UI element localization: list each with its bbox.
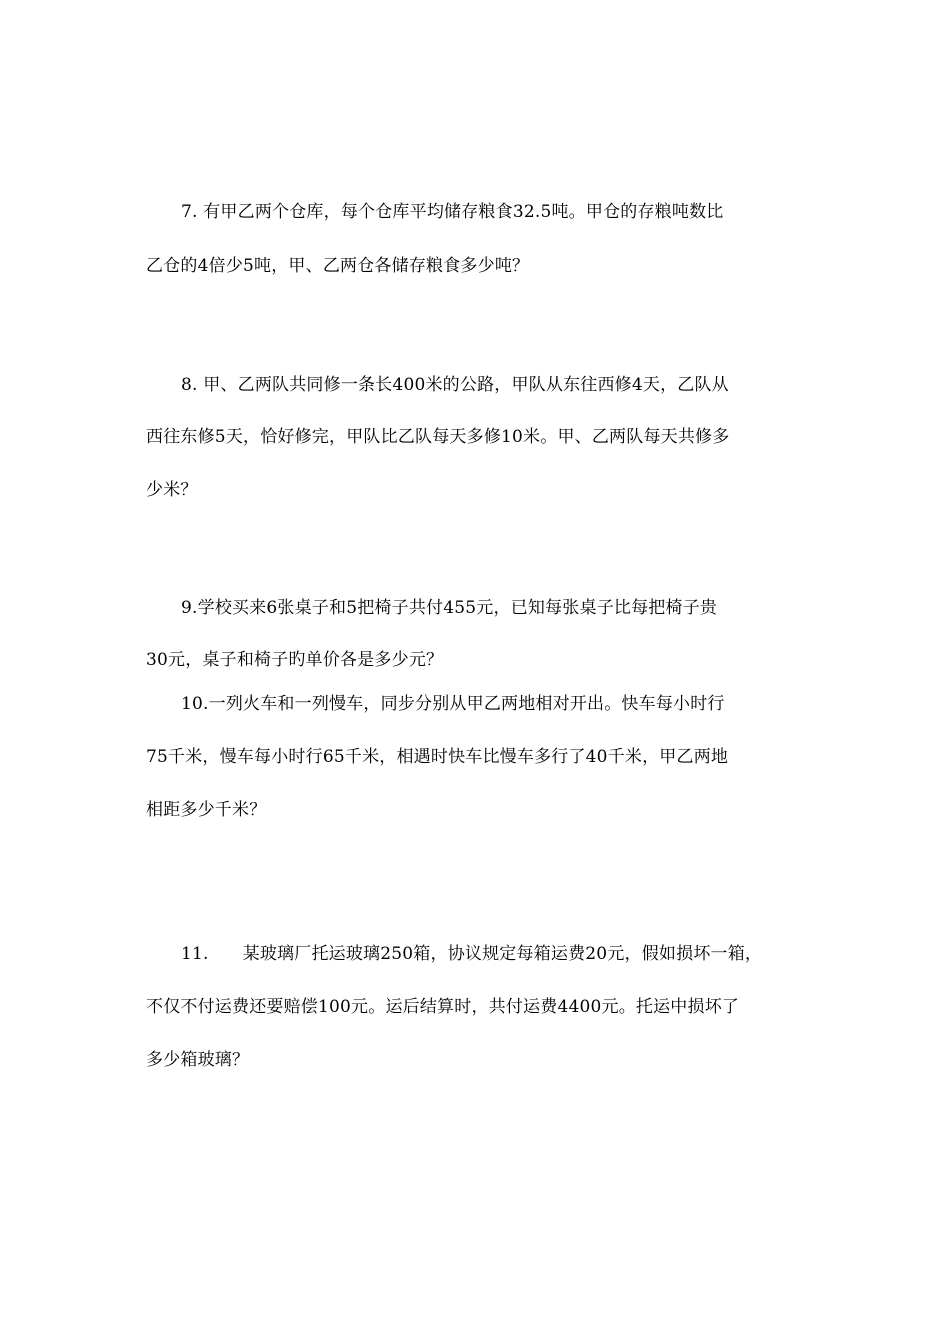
problem-11-text: 某玻璃厂托运玻璃250箱，协议规定每箱运费20元，假如损坏一箱， (242, 944, 763, 964)
problem-9-line-2: 30元，桌子和椅子旳单价各是多少元？ (146, 650, 444, 670)
problem-7-line-2: 乙仓的4倍少5吨，甲、乙两仓各储存粮食多少吨？ (146, 256, 530, 276)
problem-10-line-1: 10.一列火车和一列慢车，同步分别从甲乙两地相对开出。快车每小时行 (181, 694, 725, 714)
problem-10-line-3: 相距多少千米？ (146, 800, 267, 820)
problem-11-line-3: 多少箱玻璃？ (146, 1050, 250, 1070)
problem-8-line-3: 少米？ (146, 480, 198, 500)
problem-11-line-2: 不仅不付运费还要赔偿100元。运后结算时，共付运费4400元。托运中损坏了 (146, 997, 740, 1017)
problem-11-number: 11. (181, 944, 209, 964)
problem-8-line-2: 西往东修5天，恰好修完，甲队比乙队每天多修10米。甲、乙两队每天共修多 (146, 427, 730, 447)
problem-10-line-2: 75千米，慢车每小时行65千米，相遇时快车比慢车多行了40千米，甲乙两地 (146, 747, 729, 767)
problem-11-line-1 (181, 944, 762, 964)
problem-8-line-1: 8. 甲、乙两队共同修一条长400米的公路，甲队从东往西修4天，乙队从 (181, 375, 729, 395)
problem-7-line-1: 7. 有甲乙两个仓库，每个仓库平均储存粮食32.5吨。甲仓的存粮吨数比 (181, 202, 724, 222)
problem-9-line-1: 9.学校买来6张桌子和5把椅子共付455元，已知每张桌子比每把椅子贵 (181, 598, 718, 618)
